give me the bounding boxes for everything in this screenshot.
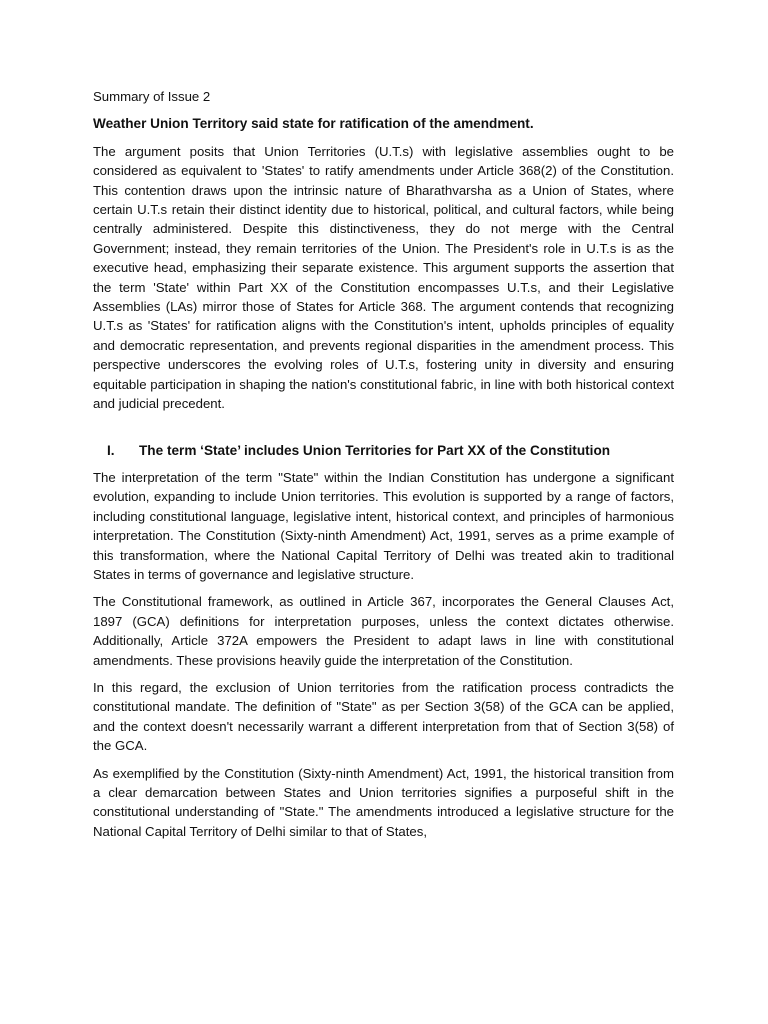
section-paragraph: As exemplified by the Constitution (Sixty-ninth Amendment) Act, 1991, the historical transition from a clear demarcation between States and Union territories signifies a purposeful shift in the constitutional understanding of "State." The amendments introduced a legislative structure for the National Capital Territory of Delhi similar to that of States, — [93, 765, 674, 839]
section-heading — [93, 441, 674, 460]
summary-label: Summary of Issue 2 — [93, 89, 211, 104]
section-number: I. — [107, 442, 115, 458]
section-paragraph: The Constitutional framework, as outlined in Article 367, incorporates the General Clauses Act, 1897 (GCA) definitions for interpretation purposes, unless the context dictates otherwise. Additionally, Article 372A empowers the President to adapt laws in line with constitutional amendments. These provisions heavily guide the interpretation of the Constitution. — [93, 594, 674, 668]
issue-heading: Weather Union Territory said state for ratification of the amendment. — [93, 116, 534, 132]
section-paragraph: The interpretation of the term "State" within the Indian Constitution has undergone a significant evolution, expanding to include Union territories. This evolution is supported by a range of factors, including constitutional language, legislative intent, historical context, and principles of harmonious interpretation. The Constitution (Sixty-ninth Amendment) Act, 1991, serves as a prime example of this transformation, where the National Capital Territory of Delhi was treated akin to traditional States in terms of governance and legislative structure. — [93, 469, 674, 582]
section-paragraph: In this regard, the exclusion of Union territories from the ratification process contradicts the constitutional mandate. The definition of "State" as per Section 3(58) of the GCA can be applied, and the context doesn't necessarily warrant a different interpretation from that of Section 3(58) of the GCA. — [93, 679, 674, 754]
section-title: The term ‘State’ includes Union Territories for Part XX of the Constitution — [139, 442, 611, 458]
intro-paragraph: The argument posits that Union Territories (U.T.s) with legislative assemblies ought to be considered as equivalent to 'States' to ratify amendments under Article 368(2) of the Constitution. This contention draws upon the intrinsic nature of Bharathvarsha as a Union of States, where certain U.T.s retain their distinct identity due to historical, political, and cultural factors, while being centrally administered. Despite this distinctiveness, they do not merge with the Central Government; instead, they remain territories of the Union. The President's role in U.T.s is as the executive head, emphasizing their separate existence. This argument supports the assertion that the term 'State' within Part XX of the Constitution encompasses U.T.s, and their Legislative Assemblies (LAs) mirror those of States for Article 368. The argument contends that recognizing U.T.s as 'States' for ratification aligns with the Constitution's intent, upholds principles of equality and democratic representation, and prevents regional disparities in the amendment process. This perspective underscores the evolving roles of U.T.s, fostering unity in diversity and ensuring equitable participation in shaping the nation's constitutional fabric, in line with both historical context and judicial precedent. — [93, 143, 674, 412]
spacer — [93, 422, 674, 441]
